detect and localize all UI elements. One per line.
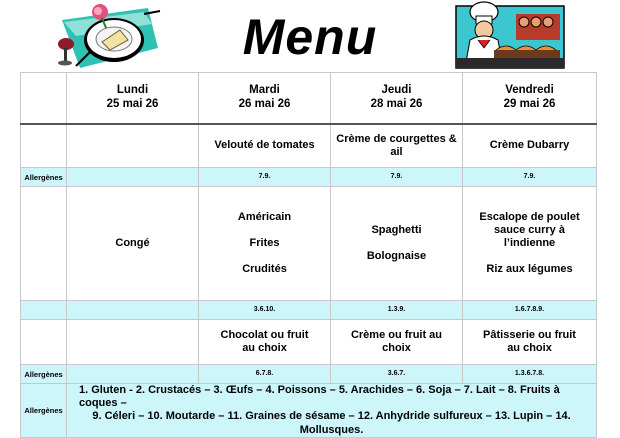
- row-label-empty: [21, 301, 67, 320]
- row-label-empty: [21, 320, 67, 365]
- allergen-cell: 1.3.9.: [331, 301, 463, 320]
- dessert-cell: Pâtisserie ou fruit au choix: [463, 320, 597, 365]
- soup-allergens-row: [21, 168, 597, 187]
- day-header: Mardi 26 mai 26: [199, 73, 331, 125]
- soup-cell: [67, 124, 199, 168]
- allergen-label: Allergènes: [21, 168, 67, 187]
- allergen-cell: [67, 365, 199, 384]
- main-allergens-row: [21, 301, 597, 320]
- menu-table: [20, 72, 597, 438]
- main-cell-vendredi: Escalope de poulet sauce curry à l’indienne Riz aux légumes: [463, 187, 597, 301]
- allergen-cell: 1.6.7.8.9.: [463, 301, 597, 320]
- soup-cell: Velouté de tomates: [199, 124, 331, 168]
- allergen-cell: 7.9.: [331, 168, 463, 187]
- soup-row: [21, 124, 597, 168]
- chef-cooking-clipart: [454, 0, 566, 72]
- allergen-label: Allergènes: [21, 384, 67, 438]
- row-label-empty: [21, 187, 67, 301]
- allergen-cell: [67, 168, 199, 187]
- row-label-empty: [21, 124, 67, 168]
- dessert-row: [21, 320, 597, 365]
- allergen-cell: [67, 301, 199, 320]
- header-row: [21, 73, 597, 125]
- allergen-legend: 1. Gluten - 2. Crustacés – 3. Œufs – 4. Poissons – 5. Arachides – 6. Soja – 7. Lait – 8. Fruits à coques – 9. Céleri – 10. Moutarde – 11. Graines de sésame – 12. Anhydride sulfureux – 13. Lupin – 14. Mollusques.: [67, 384, 597, 438]
- soup-cell: Crème de courgettes & ail: [331, 124, 463, 168]
- dessert-cell: Crème ou fruit au choix: [331, 320, 463, 365]
- day-header: Lundi 25 mai 26: [67, 73, 199, 125]
- day-header: Vendredi 29 mai 26: [463, 73, 597, 125]
- allergen-cell: 6.7.8.: [199, 365, 331, 384]
- allergen-cell: 3.6.10.: [199, 301, 331, 320]
- main-course-row: [21, 187, 597, 301]
- dessert-cell: [67, 320, 199, 365]
- allergen-cell: 7.9.: [199, 168, 331, 187]
- menu-title: Menu: [242, 9, 378, 65]
- dessert-allergens-row: [21, 365, 597, 384]
- main-cell-jeudi: Spaghetti Bolognaise: [331, 187, 463, 301]
- main-cell-mardi: Américain Frites Crudités: [199, 187, 331, 301]
- allergen-legend-row: [21, 384, 597, 438]
- day-header: Jeudi 28 mai 26: [331, 73, 463, 125]
- allergen-label: Allergènes: [21, 365, 67, 384]
- allergen-cell: 7.9.: [463, 168, 597, 187]
- soup-cell: Crème Dubarry: [463, 124, 597, 168]
- dessert-cell: Chocolat ou fruit au choix: [199, 320, 331, 365]
- main-cell-lundi: Congé: [67, 187, 199, 301]
- corner-cell: [21, 73, 67, 125]
- allergen-cell: 1.3.6.7.8.: [463, 365, 597, 384]
- allergen-cell: 3.6.7.: [331, 365, 463, 384]
